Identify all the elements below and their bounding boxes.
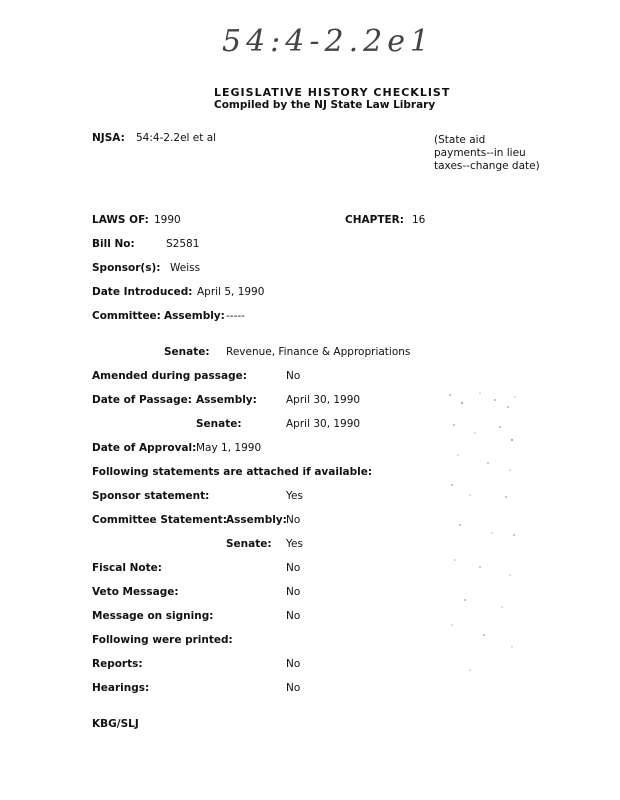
amended-value: No xyxy=(286,370,301,382)
message-on-signing-value: No xyxy=(286,610,301,622)
committee-statement-senate-value: Yes xyxy=(286,538,303,550)
document-title: LEGISLATIVE HISTORY CHECKLIST xyxy=(214,86,451,99)
reports-label: Reports: xyxy=(92,658,143,670)
committee-assembly-label: Assembly: xyxy=(164,310,225,322)
laws-of-label: LAWS OF: xyxy=(92,214,149,226)
committee-statement-senate-label: Senate: xyxy=(226,538,272,550)
date-of-passage-label: Date of Passage: xyxy=(92,394,192,406)
committee-senate-label: Senate: xyxy=(164,346,210,358)
njsa-label: NJSA: xyxy=(92,132,125,144)
veto-message-value: No xyxy=(286,586,301,598)
document-subtitle: Compiled by the NJ State Law Library xyxy=(214,99,436,111)
committee-statement-assembly-value: No xyxy=(286,514,301,526)
passage-senate-value: April 30, 1990 xyxy=(286,418,361,430)
amended-label: Amended during passage: xyxy=(92,370,247,382)
committee-assembly-value: ----- xyxy=(226,310,245,322)
reports-value: No xyxy=(286,658,301,670)
njsa-value: 54:4-2.2el et al xyxy=(136,132,217,144)
following-attached-heading: Following statements are attached if available: xyxy=(92,466,373,478)
sponsor-statement-label: Sponsor statement: xyxy=(92,490,210,502)
message-on-signing-label: Message on signing: xyxy=(92,610,214,622)
sponsors-label: Sponsor(s): xyxy=(92,262,161,274)
date-of-approval-label: Date of Approval: xyxy=(92,442,197,454)
chapter-value: 16 xyxy=(412,214,426,226)
date-introduced-label: Date Introduced: xyxy=(92,286,193,298)
committee-statement-label: Committee Statement: xyxy=(92,514,227,526)
sponsors-value: Weiss xyxy=(170,262,201,274)
passage-assembly-value: April 30, 1990 xyxy=(286,394,361,406)
chapter-label: CHAPTER: xyxy=(345,214,404,226)
date-of-approval-value: May 1, 1990 xyxy=(196,442,262,454)
committee-label: Committee: xyxy=(92,310,161,322)
handwritten-number: 54:4-2.2e1 xyxy=(222,24,435,59)
veto-message-label: Veto Message: xyxy=(92,586,179,598)
fiscal-note-label: Fiscal Note: xyxy=(92,562,162,574)
passage-assembly-label: Assembly: xyxy=(196,394,257,406)
passage-senate-label: Senate: xyxy=(196,418,242,430)
bill-no-value: S2581 xyxy=(166,238,200,250)
date-introduced-value: April 5, 1990 xyxy=(197,286,265,298)
bill-no-label: Bill No: xyxy=(92,238,135,250)
initials: KBG/SLJ xyxy=(92,718,139,730)
hearings-label: Hearings: xyxy=(92,682,150,694)
following-printed-heading: Following were printed: xyxy=(92,634,233,646)
scan-artifact-speckles xyxy=(440,385,530,685)
laws-of-value: 1990 xyxy=(154,214,181,226)
subject-note: (State aid payments--in lieu taxes--change date) xyxy=(434,134,540,172)
fiscal-note-value: No xyxy=(286,562,301,574)
sponsor-statement-value: Yes xyxy=(286,490,303,502)
hearings-value: No xyxy=(286,682,301,694)
committee-senate-value: Revenue, Finance & Appropriations xyxy=(226,346,411,358)
committee-statement-assembly-label: Assembly: xyxy=(226,514,287,526)
